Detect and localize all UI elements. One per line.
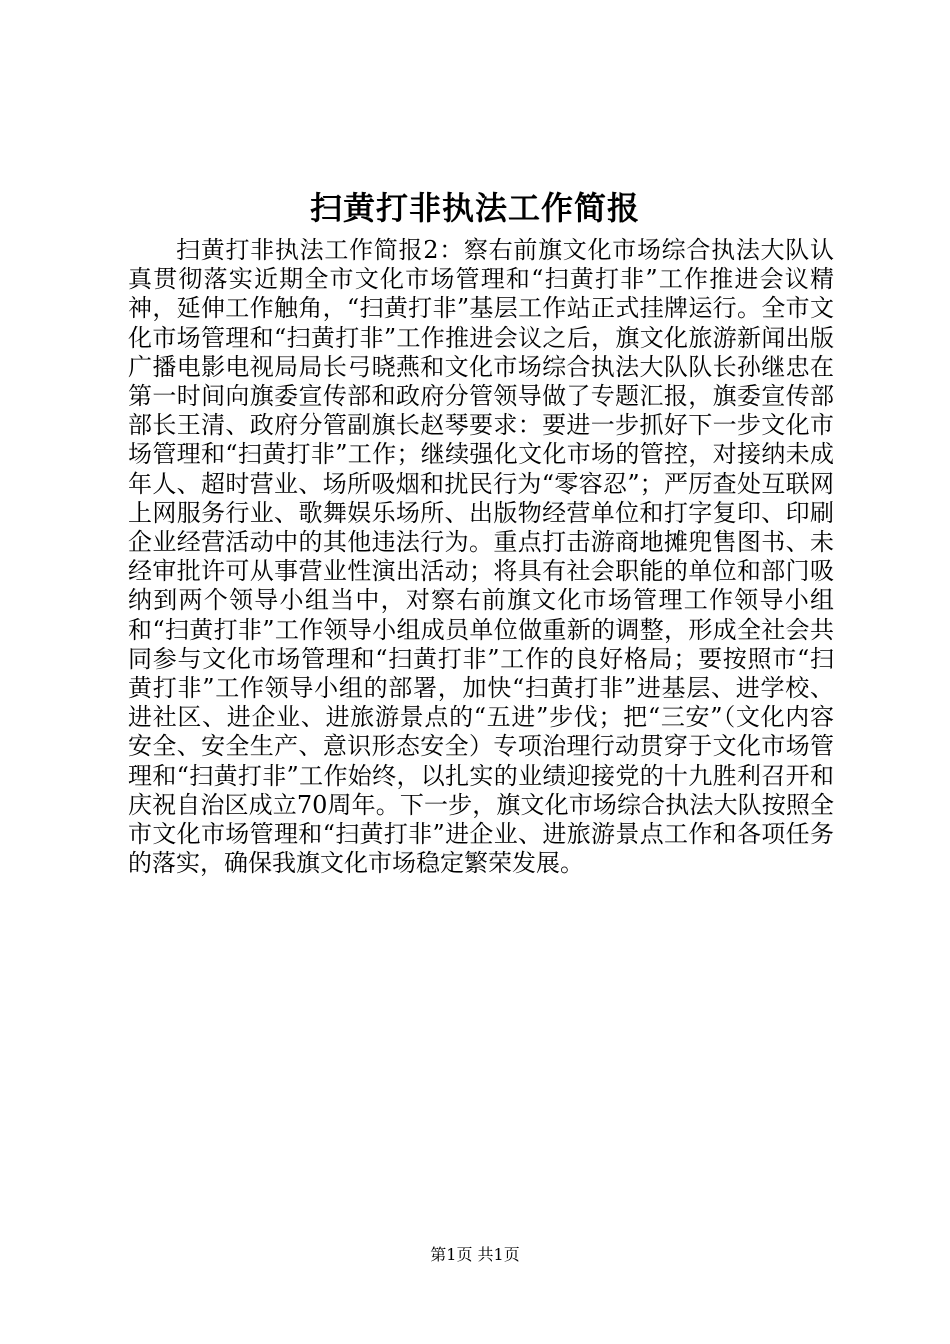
document-title: 扫黄打非执法工作简报 bbox=[309, 189, 640, 227]
document-body-paragraph: 扫黄打非执法工作简报2：察右前旗文化市场综合执法大队认真贯彻落实近期全市文化市场管理和“扫黄打非”工作推进会议精神，延伸工作触角，“扫黄打非”基层工作站正式挂牌运行。全市文化市场管理和“扫黄打非”工作推进会议之后，旗文化旅游新闻出版广播电影电视局局长弓晓燕和文化市场综合执法大队队长孙继忠在第一时间向旗委宣传部和政府分管领导做了专题汇报，旗委宣传部部长王清、政府分管副旗长赵琴要求：要进一步抓好下一步文化市场管理和“扫黄打非”工作；继续强化文化市场的管控，对接纳未成年人、超时营业、场所吸烟和扰民行为“零容忍”；严厉查处互联网上网服务行业、歌舞娱乐场所、出版物经营单位和打字复印、印刷企业经营活动中的其他违法行为。重点打击游商地摊兜售图书、未经审批许可从事营业性演出活动；将具有社会职能的单位和部门吸纳到两个领导小组当中，对察右前旗文化市场管理工作领导小组和“扫黄打非”工作领导小组成员单位做重新的调整，形成全社会共同参与文化市场管理和“扫黄打非”工作的良好格局；要按照市“扫黄打非”工作领导小组的部署，加快“扫黄打非”进基层、进学校、进社区、进企业、进旅游景点的“五进”步伐；把“三安”（文化内容安全、安全生产、意识形态安全）专项治理行动贯穿于文化市场管理和“扫黄打非”工作始终，以扎实的业绩迎接党的十九胜利召开和庆祝自治区成立70周年。下一步，旗文化市场综合执法大队按照全市文化市场管理和“扫黄打非”进企业、进旅游景点工作和各项任务的落实，确保我旗文化市场稳定繁荣发展。 bbox=[128, 236, 834, 878]
page-number-footer: 第1页 共1页 bbox=[430, 1245, 520, 1264]
